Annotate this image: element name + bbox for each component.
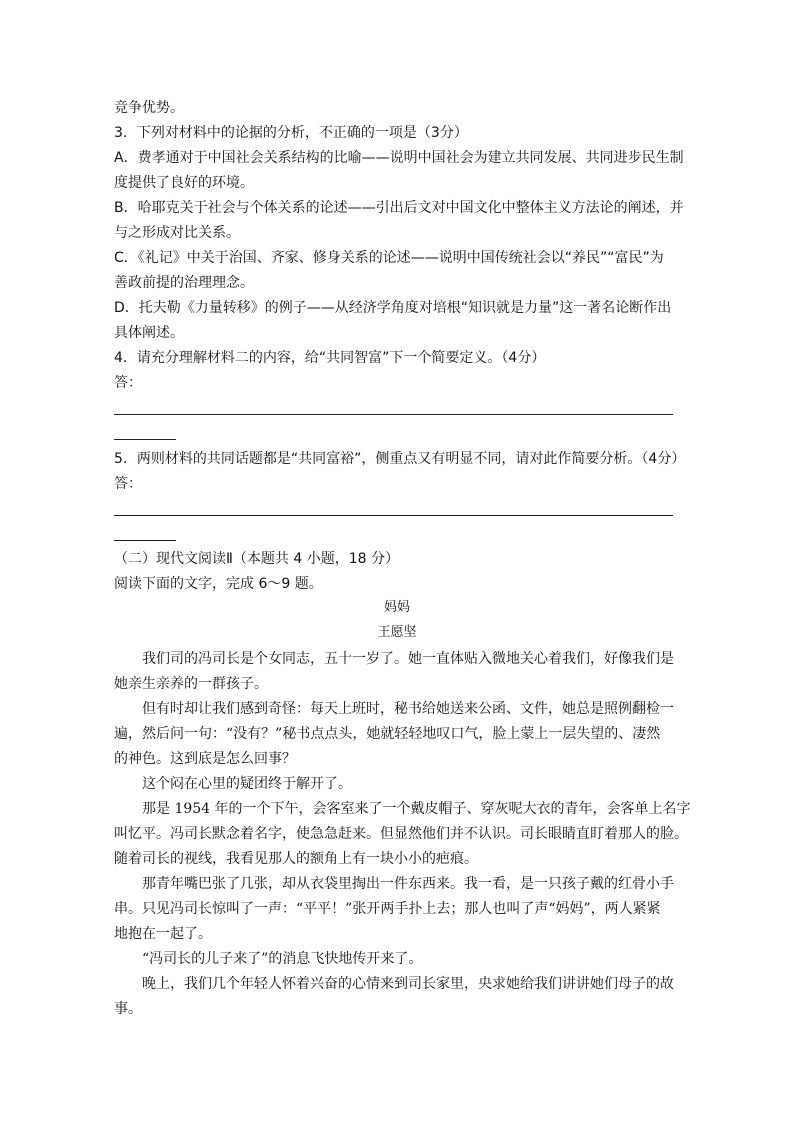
paragraph-line: 事。 bbox=[114, 1001, 142, 1017]
option-b-line1: B．哈耶克关于社会与个体关系的论述——引出后文对中国文化中整体主义方法论的阐述，并 bbox=[114, 200, 684, 216]
question-5-stem: 5．两则材料的共同话题都是“共同富裕”，侧重点又有明显不同，请对此作简要分析。（4分） bbox=[114, 451, 686, 467]
option-a-line1: A．费孝通对于中国社会关系结构的比喻——说明中国社会为建立共同发展、共同进步民生制 bbox=[114, 150, 684, 166]
material1-tail: 竞争优势。 bbox=[114, 100, 184, 116]
answer-line-short bbox=[114, 540, 176, 541]
paragraph-line: 叫忆平。冯司长默念着名字，使急急赶来。但显然他们并不认识。司长眼睛直盯着那人的脸。 bbox=[114, 826, 688, 842]
option-c-line1: C．《礼记》中关于治国、齐家、修身关系的论述——说明中国传统社会以“养民”“富民”为 bbox=[114, 250, 664, 266]
answer-line-short bbox=[114, 439, 176, 440]
paragraph-line: 但有时却让我们感到奇怪：每天上班时，秘书给她送来公函、文件，她总是照例翻检一 bbox=[142, 701, 674, 717]
question-4-stem: 4．请充分理解材料二的内容，给“共同智富”下一个简要定义。（4分） bbox=[114, 350, 546, 366]
paragraph-line: 这个闷在心里的疑团终于解开了。 bbox=[142, 776, 352, 792]
story-author: 王愿坚 bbox=[377, 625, 417, 640]
paragraph-line: 地抱在一起了。 bbox=[114, 926, 212, 942]
option-c-line2: 善政前提的治理理念。 bbox=[114, 275, 254, 291]
option-a-line2: 度提供了良好的环境。 bbox=[114, 175, 254, 191]
answer-line bbox=[114, 515, 673, 516]
paragraph-line: 那是 1954 年的一个下午，会客室来了一个戴皮帽子、穿灰呢大衣的青年，会客单上名字 bbox=[142, 801, 691, 817]
option-b-line2: 与之形成对比关系。 bbox=[114, 225, 240, 241]
question-5-answer-label: 答： bbox=[114, 476, 142, 492]
paragraph-line: 她亲生亲养的一群孩子。 bbox=[114, 676, 268, 692]
answer-line bbox=[114, 414, 673, 415]
section-heading: （二）现代文阅读Ⅱ（本题共 4 小题，18 分） bbox=[114, 551, 399, 567]
paragraph-line: 那青年嘴巴张了几张，却从衣袋里掏出一件东西来。我一看，是一只孩子戴的红骨小手 bbox=[142, 876, 674, 892]
paragraph-line: 晚上，我们几个年轻人怀着兴奋的心情来到司长家里，央求她给我们讲讲她们母子的故 bbox=[142, 976, 674, 992]
paragraph-line: 遍，然后问一句：“没有？”秘书点点头，她就轻轻地叹口气，脸上蒙上一层失望的、凄然 bbox=[114, 726, 661, 742]
option-d-line1: D．托夫勒《力量转移》的例子——从经济学角度对培根“知识就是力量”这一著名论断作出 bbox=[114, 300, 672, 316]
option-d-line2: 具体阐述。 bbox=[114, 325, 184, 341]
story-title: 妈妈 bbox=[383, 600, 410, 615]
reading-instruction: 阅读下面的文字，完成 6～9 题。 bbox=[114, 576, 323, 592]
question-4-answer-label: 答： bbox=[114, 375, 142, 391]
paragraph-line: 我们司的冯司长是个女同志，五十一岁了。她一直体贴入微地关心着我们，好像我们是 bbox=[142, 651, 674, 667]
paragraph-line: 随着司长的视线，我看见那人的额角上有一块小小的疤痕。 bbox=[114, 851, 478, 867]
paragraph-line: “冯司长的儿子来了”的消息飞快地传开来了。 bbox=[142, 951, 423, 967]
question-3-stem: 3．下列对材料中的论据的分析，不正确的一项是（3分） bbox=[114, 125, 468, 141]
paragraph-line: 的神色。这到底是怎么回事？ bbox=[114, 751, 296, 767]
paragraph-line: 串。只见冯司长惊叫了一声：“平平！”张开两手扑上去；那人也叫了声“妈妈”，两人紧紧 bbox=[114, 901, 661, 917]
